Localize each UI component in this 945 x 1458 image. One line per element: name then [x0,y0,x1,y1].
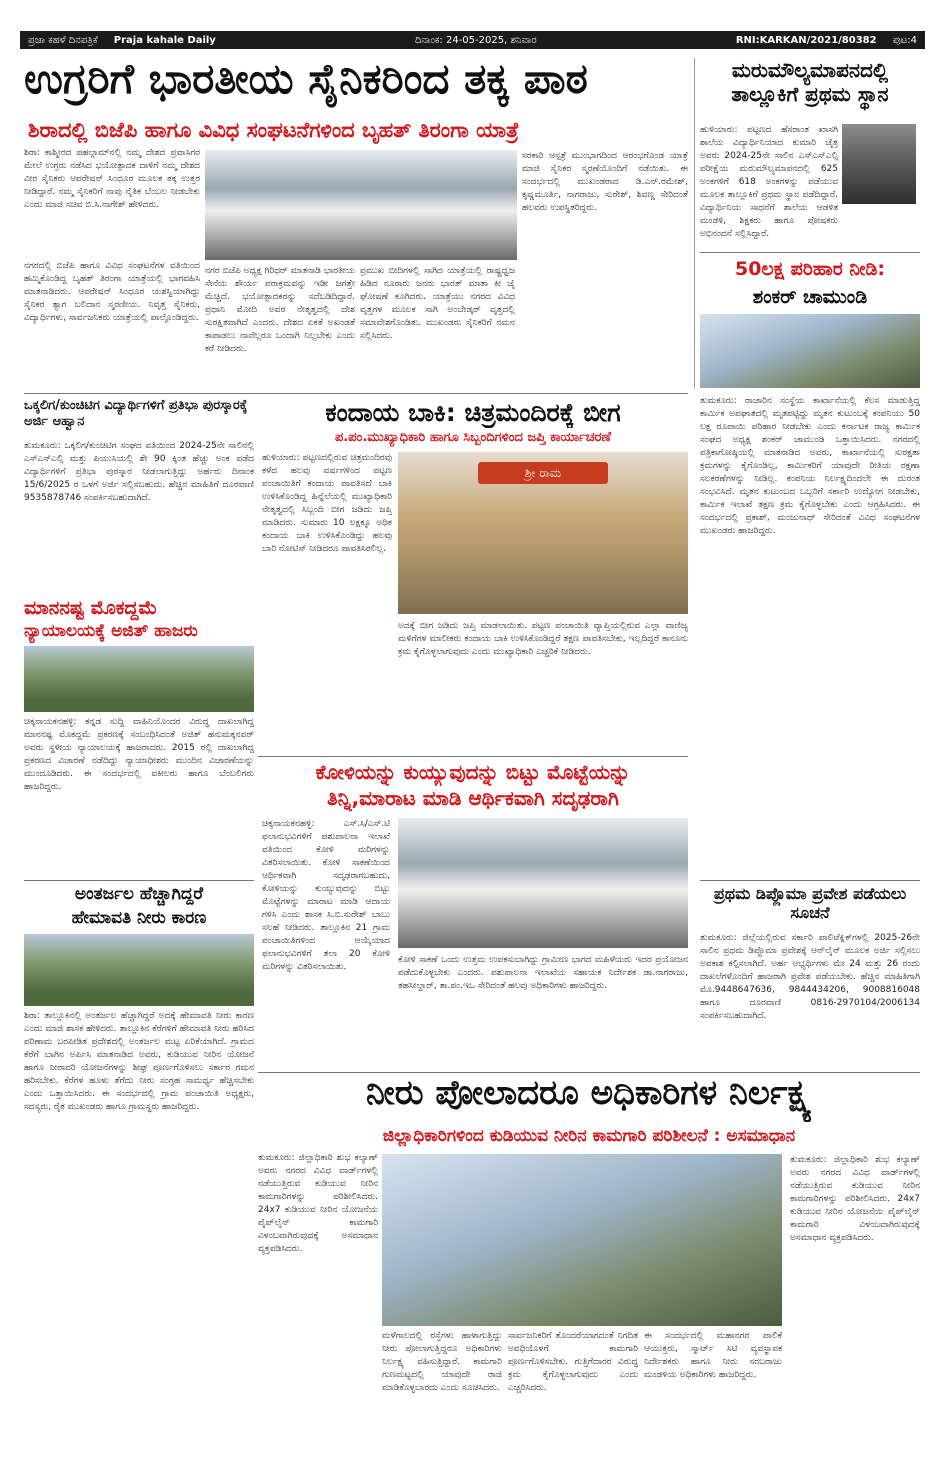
water-headline: ನೀರು ಪೋಲಾದರೂ ಅಧಿಕಾರಿಗಳ ನಿರ್ಲಕ್ಷ್ಯ [366,1076,812,1113]
rni-number: RNI:KARKAN/2021/80382 [735,34,877,46]
theatre-column-1: ಹುಳಿಯಾರು: ಪಟ್ಟಣದಲ್ಲಿರುವ ಚಿತ್ರಮಂದಿರವು ಕಳೆದ ಹಲವು ವರ್ಷಗಳಿಂದ ಪಟ್ಟಣ ಪಂಚಾಯಿತಿಗೆ ಕಂದಾಯ ಪಾವತಿಸದೆ ಬಾಕಿ ಉಳಿಸಿಕೊಂಡಿದ್ದ ಹಿನ್ನೆಲೆಯಲ್ಲಿ ಮುಖ್ಯಾಧಿಕಾರಿ ನೇತೃತ್ವದಲ್ಲಿ ಸಿಬ್ಬಂದಿ ಬೀಗ ಜಡಿದು ಜಪ್ತಿ ಮಾಡಿದರು. ಸುಮಾರು 10 ಲಕ್ಷಕ್ಕೂ ಅಧಿಕ ಕಂದಾಯ ಬಾಕಿ ಉಳಿಸಿಕೊಂಡಿದ್ದು ಹಲವು ಬಾರಿ ನೋಟಿಸ್ ನೀಡಿದರೂ ಪಾವತಿಸಿರಲಿಲ್ಲ. [262,453,392,554]
water-column-2: ಮಳೆಗಾಲದಲ್ಲಿ ರಸ್ತೆಗಳು ಹಾಳಾಗುತ್ತಿದ್ದು ನೀರು ಪೋಲಾಗುತ್ತಿದ್ದರೂ ಅಧಿಕಾರಿಗಳು ನಿರ್ಲಕ್ಷ್ಯ ವಹಿಸುತ್ತಿದ್ದಾರೆ. ಕಾಮಗಾರಿ ಗುಣಮಟ್ಟದಲ್ಲಿ ಯಾವುದೇ ರಾಜಿ ಮಾಡಿಕೊಳ್ಳಬಾರದು ಎಂದು ಸೂಚಿಸಿದರು. [382,1331,502,1393]
column-divider [694,58,695,388]
groundwater-headline-2: ಹೇಮಾವತಿ ನೀರು ಕಾರಣ [71,908,207,928]
poultry-column-2: ಕೋಳಿ ಸಾಕಣೆ ಒಂದು ಉತ್ತಮ ಉಪಕಸುಬಾಗಿದ್ದು ಗ್ರಾಮೀಣ ಭಾಗದ ಮಹಿಳೆಯರು ಇದರ ಪ್ರಯೋಜನ ಪಡೆದುಕೊಳ್ಳಬೇಕು ಎಂದರು. ಪಶುಪಾಲನಾ ಇಲಾಖೆಯ ಸಹಾಯಕ ನಿರ್ದೇಶಕ ಡಾ.ನಾಗರಾಜು, ತಹಸೀಲ್ದಾರ್, ತಾ.ಪಂ.ಇಒ ಸೇರಿದಂತೆ ಹಲವು ಅಧಿಕಾರಿಗಳು ಹಾಜರಿದ್ದರು. [398,955,688,991]
lead-subhead: ಶಿರಾದಲ್ಲಿ ಬಿಜೆಪಿ ಹಾಗೂ ವಿವಿಧ ಸಂಘಟನೆಗಳಿಂದ ಬೃಹತ್ ತಿರಂಗಾ ಯಾತ್ರೆ [28,118,519,142]
compensation-name: ಶಂಕರ್ ಚಾಮುಂಡಿ [752,286,868,308]
defamation-text: ಚಿಕ್ಕನಾಯಕನಹಳ್ಳಿ: ಕನ್ನಡ ಸುದ್ದಿ ವಾಹಿನಿಯೊಂದರ ವಿರುದ್ಧ ದಾಖಲಾಗಿದ್ದ ಮಾನನಷ್ಟ ಮೊಕದ್ದಮೆ ಪ್ರಕರಣಕ್ಕೆ ಸಂಬಂಧಿಸಿದಂತೆ ಅಜಿತ್ ಹನುಮಕ್ಕನವರ್ ಅವರು ಸ್ಥಳೀಯ ನ್ಯಾಯಾಲಯಕ್ಕೆ ಹಾಜರಾದರು. 2015 ರಲ್ಲಿ ದಾಖಲಾಗಿದ್ದ ಪ್ರಕರಣದ ವಿಚಾರಣೆ ನಡೆದಿದ್ದು ನ್ಯಾಯಾಧೀಶರು ಮುಂದಿನ ವಿಚಾರಣೆಯನ್ನು ಮುಂದೂಡಿದರು. ಈ ಸಂದರ್ಭದಲ್ಲಿ ವಕೀಲರು ಹಾಗೂ ಬೆಂಬಲಿಗರು ಹಾಜರಿದ್ದರು. [24,717,254,792]
groundwater-headline-1: ಅಂತರ್ಜಲ ಹೆಚ್ಚಾಗಿದ್ದರೆ [74,884,204,904]
section-divider [24,880,254,881]
groundwater-text: ಶಿರಾ: ತಾಲ್ಲೂಕಿನಲ್ಲಿ ಅಂತರ್ಜಲ ಹೆಚ್ಚಾಗಿದ್ದರೆ ಅದಕ್ಕೆ ಹೇಮಾವತಿ ನೀರು ಕಾರಣ ಎಂದು ಮಾಜಿ ಶಾಸಕ ಹೇಳಿದರು. ತಾಲ್ಲೂಕಿನ ಕೆರೆಗಳಿಗೆ ಹೇಮಾವತಿ ನೀರು ಹರಿಸಿದ ಪರಿಣಾಮ ಬರಪೀಡಿತ ಪ್ರದೇಶದಲ್ಲಿ ಅಂತರ್ಜಲ ಮಟ್ಟ ಏರಿಕೆಯಾಗಿದೆ. ಗ್ರಾಮದ ಕೆರೆಗೆ ಬಾಗಿನ ಅರ್ಪಿಸಿ ಮಾತನಾಡಿದ ಅವರು, ಕುಡಿಯುವ ನೀರಿನ ಯೋಜನೆ ಹಾಗೂ ನೀರಾವರಿ ಯೋಜನೆಗಳನ್ನು ಶೀಘ್ರ ಪೂರ್ಣಗೊಳಿಸಲು ಸರ್ಕಾರ ಗಮನ ಹರಿಸಬೇಕು. ಕೆರೆಗಳ ಹೂಳು ತೆಗೆದು ನೀರು ಸಂಗ್ರಹ ಸಾಮರ್ಥ್ಯ ಹೆಚ್ಚಿಸಬೇಕು ಎಂದು ಒತ್ತಾಯಿಸಿದರು. ಈ ಸಂದರ್ಭದಲ್ಲಿ ಗ್ರಾಮ ಪಂಚಾಯಿತಿ ಅಧ್ಯಕ್ಷರು, ಸದಸ್ಯರು, ರೈತ ಮುಖಂಡರು ಹಾಗೂ ಗ್ರಾಮಸ್ಥರು ಹಾಜರಿದ್ದರು. [24,1011,254,1112]
diploma-text: ತುಮಕೂರು: ಜಿಲ್ಲೆಯಲ್ಲಿರುವ ಸರ್ಕಾರಿ ಪಾಲಿಟೆಕ್ನಿಕ್‌ಗಳಲ್ಲಿ 2025-26ನೇ ಸಾಲಿನ ಪ್ರಥಮ ಡಿಪ್ಲೊಮಾ ಪ್ರವೇಶಕ್ಕೆ ಆನ್‌ಲೈನ್ ಮೂಲಕ ಅರ್ಜಿ ಸಲ್ಲಿಸಲು ಅವಕಾಶ ಕಲ್ಪಿಸಲಾಗಿದೆ. ಅರ್ಹ ಅಭ್ಯರ್ಥಿಗಳು ಮೇ 24 ಮತ್ತು 26 ರಂದು ದಾಖಲೆಗಳೊಂದಿಗೆ ಹಾಜರಾಗಿ ಪ್ರವೇಶ ಪಡೆಯಬೇಕು. ಹೆಚ್ಚಿನ ಮಾಹಿತಿಗಾಗಿ ಮೊ.9448647636, 9844434206, 9008816048 ಹಾಗೂ ದೂರವಾಣಿ 0816-2970104/2006134 ಸಂಪರ್ಕಿಸಬಹುದಾಗಿದೆ. [700,933,920,1021]
section-divider [258,756,688,757]
theatre-signboard: ಶ್ರೀ ರಾಮ [478,462,608,484]
tiranga-rally-photo [205,150,517,260]
paper-name-kannada: ಪ್ರಜಾ ಕಹಳೆ ದಿನಪತ್ರಿಕೆ [28,34,98,46]
water-column-1: ತುಮಕೂರು: ಜಿಲ್ಲಾಧಿಕಾರಿ ಶುಭ ಕಲ್ಯಾಣ್ ಅವರು ನಗರದ ವಿವಿಧ ವಾರ್ಡ್‌ಗಳಲ್ಲಿ ನಡೆಯುತ್ತಿರುವ ಕುಡಿಯುವ ನೀರಿನ ಕಾಮಗಾರಿಗಳನ್ನು ಪರಿಶೀಲಿಸಿದರು. 24x7 ಕುಡಿಯುವ ನೀರಿನ ಯೋಜನೆಯ ಪೈಪ್‌ಲೈನ್ ಕಾಮಗಾರಿ ವಿಳಂಬವಾಗಿರುವುದಕ್ಕೆ ಅಸಮಾಧಾನ ವ್ಯಕ್ತಪಡಿಸಿದರು. [258,1153,378,1254]
page-number: ಪುಟ:4 [892,34,917,46]
compensation-text: ತುಮಕೂರು: ರಾಜಾರಿನ ಸಂಸ್ಥೆಯ ಕಾರ್ಖಾನೆಯಲ್ಲಿ ಕೆಲಸ ಮಾಡುತ್ತಿದ್ದ ಕಾರ್ಮಿಕ ಅಪಘಾತದಲ್ಲಿ ಮೃತಪಟ್ಟಿದ್ದು ಮೃತನ ಕುಟುಂಬಕ್ಕೆ ಕಂಪನಿಯು 50 ಲಕ್ಷ ರೂಪಾಯಿ ಪರಿಹಾರ ನೀಡಬೇಕು ಎಂದು ಕರ್ನಾಟಕ ರಾಜ್ಯ ಕಾರ್ಮಿಕ ಸಂಘದ ಅಧ್ಯಕ್ಷ ಶಂಕರ್ ಚಾಮುಂಡಿ ಒತ್ತಾಯಿಸಿದರು. ನಗರದಲ್ಲಿ ಪತ್ರಿಕಾಗೋಷ್ಠಿಯಲ್ಲಿ ಮಾತನಾಡಿದ ಅವರು, ಕಾರ್ಖಾನೆಯಲ್ಲಿ ಸುರಕ್ಷತಾ ಕ್ರಮಗಳನ್ನು ಕೈಗೊಂಡಿಲ್ಲ, ಕಾರ್ಮಿಕರಿಗೆ ಯಾವುದೇ ರೀತಿಯ ರಕ್ಷಣಾ ಸಲಕರಣೆಗಳನ್ನು ನೀಡಿಲ್ಲ. ಕಂಪನಿಯ ನಿರ್ಲಕ್ಷ್ಯದಿಂದಲೇ ಈ ದುರಂತ ಸಂಭವಿಸಿದೆ. ಮೃತನ ಕುಟುಂಬದ ಒಬ್ಬರಿಗೆ ಸರ್ಕಾರಿ ಉದ್ಯೋಗ ನೀಡಬೇಕು, ಕಾರ್ಮಿಕ ಇಲಾಖೆ ತಕ್ಷಣ ಕ್ರಮ ಕೈಗೊಳ್ಳಬೇಕು ಎಂದು ಆಗ್ರಹಿಸಿದರು. ಈ ಸಂದರ್ಭದಲ್ಲಿ ಪ್ರಕಾಶ್, ಮಂಜುನಾಥ್ ಸೇರಿದಂತೆ ವಿವಿಧ ಸಂಘಟನೆಗಳ ಮುಖಂಡರು ಹಾಜರಿದ್ದರು. [700,396,920,536]
defamation-headline: ಮಾನನಷ್ಟ ಮೊಕದ್ದಮೆ [24,597,158,619]
press-meet-photo [700,314,920,388]
section-divider [24,393,688,394]
section-divider [700,880,920,881]
sealed-theatre-photo [398,452,688,614]
student-portrait-photo [842,124,916,204]
poultry-column-1: ಚಿಕ್ಕನಾಯಕನಹಳ್ಳಿ: ಎಸ್.ಸಿ/ಎಸ್.ಟಿ ಫಲಾನುಭವಿಗಳಿಗೆ ಪಶುಪಾಲನಾ ಇಲಾಖೆ ವತಿಯಿಂದ ಕೋಳಿ ಮರಿಗಳನ್ನು ವಿತರಿಸಲಾಯಿತು. ಕೋಳಿ ಸಾಕಣೆಯಿಂದ ಆರ್ಥಿಕವಾಗಿ ಸದೃಢರಾಗಬಹುದು, ಕೋಳಿಯನ್ನು ಕುಯ್ಯುವುದನ್ನು ಬಿಟ್ಟು ಮೊಟ್ಟೆಗಳನ್ನು ಮಾರಾಟ ಮಾಡಿ ಆದಾಯ ಗಳಿಸಿ ಎಂದು ಶಾಸಕ ಸಿ.ಬಿ.ಸುರೇಶ್ ಬಾಬು ಸಲಹೆ ನೀಡಿದರು. ತಾಲ್ಲೂಕಿನ 21 ಗ್ರಾಮ ಪಂಚಾಯಿತಿಗಳಿಂದ ಆಯ್ಕೆಯಾದ ಫಲಾನುಭವಿಗಳಿಗೆ ತಲಾ 20 ಕೋಳಿ ಮರಿಗಳನ್ನು ವಿತರಿಸಲಾಯಿತು. [262,819,390,972]
revaluation-headline: ಮರುಮೌಲ್ಯಮಾಪನದಲ್ಲಿ ತಾಲ್ಲೂಕಿಗೆ ಪ್ರಥಮ ಸ್ಥಾನ [731,58,889,106]
lead-column-2: ನಗರ ಬಿಜೆಪಿ ಅಧ್ಯಕ್ಷ ಗಿರಿಧರ್ ಮಾತನಾಡಿ ಭಾರತೀಯ ಸೇನೆಯ ಶೌರ್ಯ ಪರಾಕ್ರಮವನ್ನು ಇಡೀ ಜಗತ್ತೇ ಮೆಚ್ಚಿದೆ. ಭಯೋತ್ಪಾದಕರನ್ನು ಸದೆಬಡಿದಿದ್ದಾರೆ. ಪ್ರಧಾನಿ ಮೋದಿ ಅವರ ನೇತೃತ್ವದಲ್ಲಿ ದೇಶ ಸುರಕ್ಷಿತವಾಗಿದೆ ಎಂದರು. ದೇಶದ ಏಕತೆ ಅಖಂಡತೆ ಕಾಪಾಡಲು ನಾವೆಲ್ಲರೂ ಒಂದಾಗಿ ನಿಲ್ಲಬೇಕು ಎಂದು ಕರೆ ನೀಡಿದರು. [205,266,355,354]
lead-column-4: ಸರಕಾರಿ ಆಸ್ಪತ್ರೆ ಮುಂಭಾಗದಿಂದ ಆರಂಭಗೊಂಡ ಯಾತ್ರೆ ಮಾಜಿ ಸೈನಿಕರ ಸ್ಮರಣೆಯೊಂದಿಗೆ ನಡೆಯಿತು. ಈ ಸಂದರ್ಭದಲ್ಲಿ ಮುಖಂಡರಾದ ಡಿ.ಎನ್.ರಮೇಶ್, ಕೃಷ್ಣಮೂರ್ತಿ, ನಾಗರಾಜು, ಸುರೇಶ್, ಶಿವಣ್ಣ ಸೇರಿದಂತೆ ಹಲವರು ಉಪಸ್ಥಿತರಿದ್ದರು. [522,151,688,213]
water-column-4: ಈ ಸಂದರ್ಭದಲ್ಲಿ ಮಹಾನಗರ ಪಾಲಿಕೆ ಆಯುಕ್ತರು, ಸ್ಮಾರ್ಟ್ ಸಿಟಿ ವ್ಯವಸ್ಥಾಪಕ ನಿರ್ದೇಶಕರು ಹಾಗೂ ನೀರು ಸರಬರಾಜು ಮಂಡಳಿಯ ಅಧಿಕಾರಿಗಳು ಹಾಜರಿದ್ದರು. [644,1331,782,1380]
lead-column-1: ಶಿರಾ: ಕಾಶ್ಮೀರದ ಪಹಲ್ಗಾಮ್‌ನಲ್ಲಿ ನಮ್ಮ ದೇಶದ ಪ್ರವಾಸಿಗರ ಮೇಲೆ ಉಗ್ರರು ನಡೆಸಿದ ಭಯೋತ್ಪಾದಕ ದಾಳಿಗೆ ನಮ್ಮ ದೇಶದ ವೀರ ಸೈನಿಕರು ಆಪರೇಷನ್ ಸಿಂಧೂರ ಮೂಲಕ ತಕ್ಕ ಉತ್ತರ ನೀಡಿದ್ದಾರೆ. ನಮ್ಮ ಸೈನಿಕರಿಗೆ ನಾವು ನೈತಿಕ ಬೆಂಬಲ ನೀಡಬೇಕು ಎಂದು ಮಾಜಿ ಸಚಿವ ಬಿ.ಸಿ.ನಾಗೇಶ್ ಹೇಳಿದರು. [24,148,200,210]
court-visit-photo [24,646,254,712]
defamation-subhead: ನ್ಯಾಯಾಲಯಕ್ಕೆ ಅಜಿತ್ ಹಾಜರು [24,621,198,641]
diploma-headline: ಪ್ರಥಮ ಡಿಪ್ಲೊಮಾ ಪ್ರವೇಶ ಪಡೆಯಲು ಸೂಚನೆ [713,884,907,923]
poultry-headline-2: ತಿನ್ನಿ,ಮಾರಾಟ ಮಾಡಿ ಆರ್ಥಿಕವಾಗಿ ಸದೃಢರಾಗಿ [327,786,619,810]
paper-name-english: Praja kahale Daily [113,34,216,46]
issue-date: ದಿನಾಂಕ: 24-05-2025, ಶನಿವಾರ [414,34,537,46]
lead-column-3: ಪ್ರಮುಖ ಬೀದಿಗಳಲ್ಲಿ ಸಾಗಿದ ಯಾತ್ರೆಯಲ್ಲಿ ರಾಷ್ಟ್ರಧ್ವಜ ಹಿಡಿದ ನೂರಾರು ಜನರು ಭಾರತ್ ಮಾತಾ ಕೀ ಜೈ ಘೋಷಣೆ ಕೂಗಿದರು. ಯಾತ್ರೆಯು ನಗರದ ವಿವಿಧ ವೃತ್ತಗಳ ಮೂಲಕ ಸಾಗಿ ಅಂಬೇಡ್ಕರ್ ವೃತ್ತದಲ್ಲಿ ಸಮಾವೇಶಗೊಂಡಿತು. ಮುಖಂಡರು ಸೈನಿಕರಿಗೆ ನಮನ ಸಲ್ಲಿಸಿದರು. [360,266,515,341]
water-column-5: ತುಮಕೂರು: ಜಿಲ್ಲಾಧಿಕಾರಿ ಶುಭ ಕಲ್ಯಾಣ್ ಅವರು ನಗರದ ವಿವಿಧ ವಾರ್ಡ್‌ಗಳಲ್ಲಿ ನಡೆಯುತ್ತಿರುವ ಕುಡಿಯುವ ನೀರಿನ ಕಾಮಗಾರಿಗಳನ್ನು ಪರಿಶೀಲಿಸಿದರು. 24x7 ಕುಡಿಯುವ ನೀರಿನ ಯೋಜನೆಯ ಪೈಪ್‌ಲೈನ್ ಕಾಮಗಾರಿ ವಿಳಂಬವಾಗಿರುವುದಕ್ಕೆ ಅಸಮಾಧಾನ ವ್ಯಕ್ತಪಡಿಸಿದರು. [790,1155,920,1243]
lake-visit-photo [24,934,254,1006]
water-inspection-photo [382,1154,782,1326]
lead-column-1b: ನಗರದಲ್ಲಿ ಬಿಜೆಪಿ ಹಾಗೂ ವಿವಿಧ ಸಂಘಟನೆಗಳ ವತಿಯಿಂದ ಹಮ್ಮಿಕೊಂಡಿದ್ದ ಬೃಹತ್ ತಿರಂಗಾ ಯಾತ್ರೆಯಲ್ಲಿ ಭಾಗವಹಿಸಿ ಮಾತನಾಡಿದರು. ಆಪರೇಷನ್ ಸಿಂಧೂರ ಯಶಸ್ವಿಯಾಗಿದ್ದು ಸೈನಿಕರ ತ್ಯಾಗ ಬಲಿದಾನ ಸ್ಮರಣೀಯ. ನಿವೃತ್ತ ಸೈನಿಕರು, ವಿದ್ಯಾರ್ಥಿಗಳು, ಸಾರ್ವಜನಿಕರು ಯಾತ್ರೆಯಲ್ಲಿ ಪಾಲ್ಗೊಂಡಿದ್ದರು. [24,261,200,323]
water-column-3: ಸಾರ್ವಜನಿಕರಿಗೆ ತೊಂದರೆಯಾಗದಂತೆ ನಿಗದಿತ ಅವಧಿಯೊಳಗೆ ಕಾಮಗಾರಿ ಪೂರ್ಣಗೊಳಿಸಬೇಕು. ಗುತ್ತಿಗೆದಾರರ ವಿರುದ್ಧ ಕ್ರಮ ಕೈಗೊಳ್ಳಲಾಗುವುದು ಎಂದು ಎಚ್ಚರಿಸಿದರು. [508,1331,638,1393]
compensation-headline: 50ಲಕ್ಷ ಪರಿಹಾರ ನೀಡಿ: [734,258,886,280]
lead-headline: ಉಗ್ರರಿಗೆ ಭಾರತೀಯ ಸೈನಿಕರಿಂದ ತಕ್ಕ ಪಾಠ [24,58,588,103]
poultry-headline-1: ಕೋಳಿಯನ್ನು ಕುಯ್ಯುವುದನ್ನು ಬಿಟ್ಟು ಮೊಟ್ಟೆಯನ್ನು [315,760,631,784]
masthead-bar [20,31,925,49]
water-subhead: ಜಿಲ್ಲಾಧಿಕಾರಿಗಳಿಂದ ಕುಡಿಯುವ ನೀರಿನ ಕಾಮಗಾರಿ ಪರಿಶೀಲನೆ : ಅಸಮಾಧಾನ [382,1126,796,1146]
scholarship-headline: ಒಕ್ಕಲಿಗ/ಕುಂಚಿಟಿಗ ವಿದ್ಯಾರ್ಥಿಗಳಿಗೆ ಪ್ರತಿಭಾ ಪುರಸ್ಕಾರಕ್ಕೆ ಅರ್ಜಿ ಆಹ್ವಾನ [24,398,248,429]
section-divider [258,1072,920,1073]
revaluation-text: ಹುಳಿಯಾರು: ಪಟ್ಟಣದ ಹೆಸರಾಂತ ಖಾಸಗಿ ಶಾಲೆಯ ವಿದ್ಯಾರ್ಥಿನಿಯಾದ ಕುಮಾರಿ ಚೈತ್ರ ಅವರು 2024-25ನೇ ಸಾಲಿನ ಎಸ್ಎಸ್ಎಲ್ಸಿ ಪರೀಕ್ಷೆಯ ಮರುಮೌಲ್ಯಮಾಪನದಲ್ಲಿ 625 ಅಂಕಗಳಿಗೆ 618 ಅಂಕಗಳನ್ನು ಪಡೆಯುವ ಮೂಲಕ ತಾಲ್ಲೂಕಿಗೆ ಪ್ರಥಮ ಸ್ಥಾನ ಪಡೆದಿದ್ದಾರೆ. ವಿದ್ಯಾರ್ಥಿನಿಯ ಸಾಧನೆಗೆ ಶಾಲೆಯ ಆಡಳಿತ ಮಂಡಳಿ, ಶಿಕ್ಷಕರು ಹಾಗೂ ಪೋಷಕರು ಅಭಿನಂದನೆ ಸಲ್ಲಿಸಿದ್ದಾರೆ. [700,125,838,239]
chick-distribution-photo [398,818,688,948]
section-divider [700,252,920,253]
scholarship-text: ತುಮಕೂರು: ಒಕ್ಕಲಿಗ/ಕುಂಚಿಟಿಗ ಸಂಘದ ವತಿಯಿಂದ 2024-25ನೇ ಸಾಲಿನಲ್ಲಿ ಎಸ್ಎಸ್ಎಲ್ಸಿ ಮತ್ತು ಪಿಯುಸಿಯಲ್ಲಿ ಶೇ 90 ಕ್ಕಿಂತ ಹೆಚ್ಚು ಅಂಕ ಪಡೆದ ವಿದ್ಯಾರ್ಥಿಗಳಿಗೆ ಪ್ರತಿಭಾ ಪುರಸ್ಕಾರ ನೀಡಲಾಗುತ್ತಿದ್ದು ಅರ್ಹರು ದಿನಾಂಕ 15/6/2025 ರ ಒಳಗೆ ಅರ್ಜಿ ಸಲ್ಲಿಸಬಹುದು. ಹೆಚ್ಚಿನ ಮಾಹಿತಿಗೆ ದೂರವಾಣಿ 9535878746 ಸಂಪರ್ಕಿಸಬಹುದಾಗಿದೆ. [24,441,254,503]
theatre-subhead: ಪ.ಪಂ.ಮುಖ್ಯಾಧಿಕಾರಿ ಹಾಗೂ ಸಿಬ್ಬಂದಿಗಳಿಂದ ಜಪ್ತಿ ಕಾರ್ಯಾಚರಣೆ [334,430,612,445]
theatre-headline: ಕಂದಾಯ ಬಾಕಿ: ಚಿತ್ರಮಂದಿರಕ್ಕೆ ಬೀಗ [325,398,621,427]
theatre-column-2: ಅದಕ್ಕೆ ಬೀಗ ಜಡಿದು ಜಪ್ತಿ ಮಾಡಲಾಯಿತು. ಪಟ್ಟಣ ಪಂಚಾಯಿತಿ ವ್ಯಾಪ್ತಿಯಲ್ಲಿರುವ ಎಲ್ಲಾ ವಾಣಿಜ್ಯ ಮಳಿಗೆಗಳ ಮಾಲೀಕರು ಕಂದಾಯ ಬಾಕಿ ಉಳಿಸಿಕೊಂಡಿದ್ದರೆ ತಕ್ಷಣ ಪಾವತಿಸಬೇಕು, ಇಲ್ಲದಿದ್ದರೆ ಕಾನೂನು ಕ್ರಮ ಕೈಗೊಳ್ಳಲಾಗುವುದು ಎಂದು ಮುಖ್ಯಾಧಿಕಾರಿ ಎಚ್ಚರಿಕೆ ನೀಡಿದರು. [398,621,688,657]
